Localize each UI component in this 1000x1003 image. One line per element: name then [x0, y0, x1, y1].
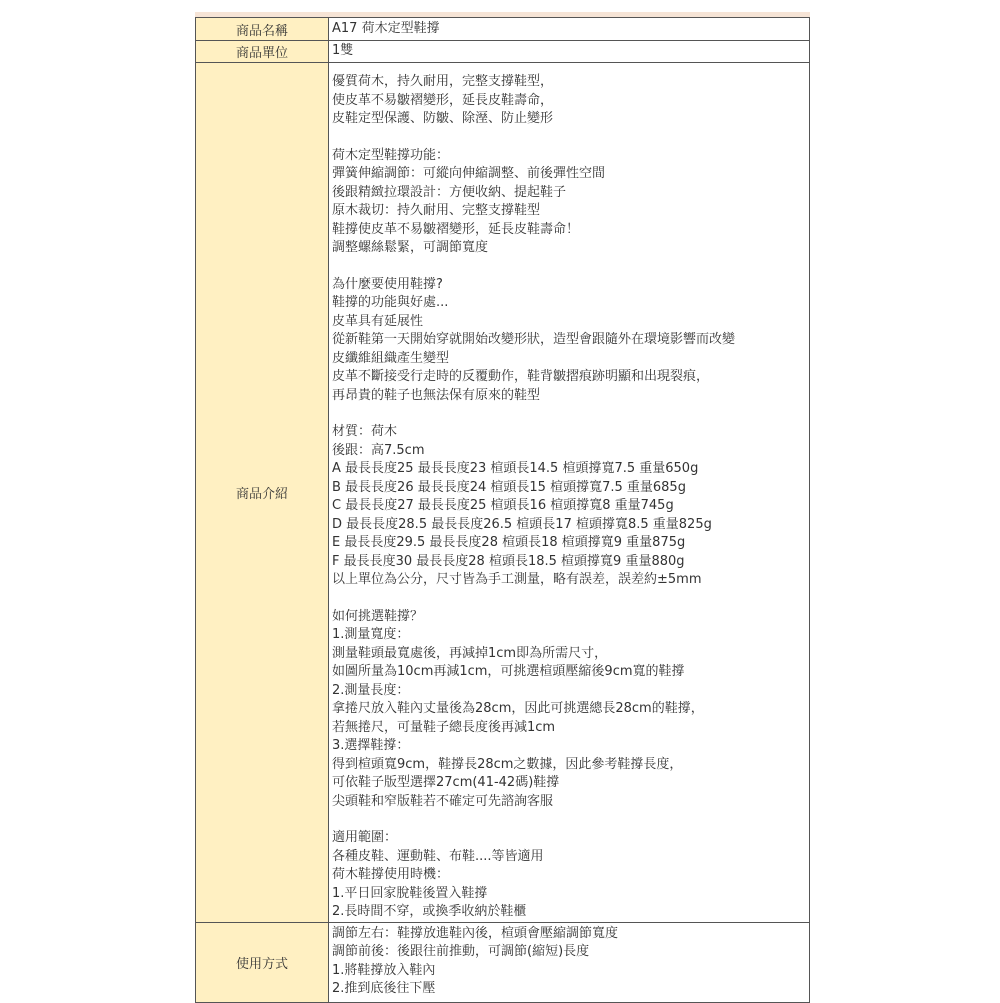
paragraph-gap [332, 811, 809, 829]
intro-line: A 最長長度25 最長長度23 楦頭長14.5 楦頭撐寬7.5 重量650g [332, 461, 699, 476]
usage-line: 2.推到底後往下壓 [332, 981, 436, 996]
intro-line: 若無捲尺，可量鞋子總長度後再減1cm [332, 719, 556, 735]
intro-line: 3.選擇鞋撐： [332, 738, 410, 753]
row-product-intro [196, 63, 810, 923]
intro-line: B 最長長度26 最長長度24 楦頭長15 楦頭撐寬7.5 重量685g [332, 479, 686, 495]
row-usage [196, 922, 810, 1002]
intro-line: 從新鞋第一天開始穿就開始改變形狀，造型會跟隨外在環境影響而改變 [332, 332, 736, 347]
intro-line: 為什麼要使用鞋撐? [332, 276, 443, 292]
value-product-unit: 1雙 [329, 41, 810, 63]
intro-line: 1.測量寬度： [332, 627, 410, 642]
intro-line: 荷木定型鞋撐功能： [332, 147, 450, 163]
intro-paragraph [332, 276, 809, 406]
row-product-unit [196, 41, 810, 63]
product-spec-table [195, 17, 810, 1003]
intro-paragraphs [332, 73, 809, 922]
paragraph-gap [332, 258, 809, 276]
intro-paragraph [332, 73, 809, 129]
intro-line: 彈簧伸縮調節：可縱向伸縮調整、前後彈性空間 [332, 166, 606, 181]
paragraph-gap [332, 590, 809, 608]
label-product-unit: 商品單位 [196, 41, 329, 63]
label-product-name: 商品名稱 [196, 18, 329, 41]
intro-line: 尖頭鞋和窄版鞋若不確定可先諮詢客服 [332, 793, 554, 809]
intro-line: 拿捲尺放入鞋內丈量後為28cm，因此可挑選總長28cm的鞋撐， [332, 701, 704, 716]
intro-line: 2.測量長度： [332, 682, 410, 698]
label-usage: 使用方式 [196, 922, 329, 1002]
intro-line: C 最長長度27 最長長度25 楦頭長16 楦頭撐寬8 重量745g [332, 498, 674, 513]
intro-line: E 最長長度29.5 最長長度28 楦頭長18 楦頭撐寬9 重量875g [332, 535, 686, 550]
intro-paragraph [332, 608, 809, 812]
usage-line: 調節前後：後跟往前推動，可調節(縮短)長度 [332, 944, 590, 959]
intro-line: 再昂貴的鞋子也無法保有原來的鞋型 [332, 387, 541, 403]
intro-line: 後跟精緻拉環設計：方便收納、提起鞋子 [332, 184, 567, 200]
intro-line: 各種皮鞋、運動鞋、布鞋....等皆適用 [332, 848, 544, 864]
intro-line: 1.平日回家脫鞋後置入鞋撐 [332, 885, 488, 901]
usage-line: 1.將鞋撐放入鞋內 [332, 962, 436, 978]
intro-line: 調整螺絲鬆緊，可調節寬度 [332, 240, 489, 255]
intro-line: 使皮革不易皺褶變形，延長皮鞋壽命， [332, 92, 554, 108]
intro-line: 皮鞋定型保護、防皺、除溼、防止變形 [332, 111, 554, 126]
intro-paragraph [332, 829, 809, 922]
intro-line: 如圖所量為10cm再減1cm，可挑選楦頭壓縮後9cm寬的鞋撐 [332, 664, 685, 679]
intro-line: 鞋撐的功能與好處... [332, 295, 449, 310]
value-usage [329, 922, 810, 1002]
paragraph-gap [332, 405, 809, 423]
value-product-intro [329, 63, 810, 923]
intro-line: D 最長長度28.5 最長長度26.5 楦頭長17 楦頭撐寬8.5 重量825g [332, 516, 712, 532]
intro-line: 鞋撐使皮革不易皺褶變形，延長皮鞋壽命！ [332, 221, 580, 237]
row-product-name [196, 18, 810, 41]
intro-line: 皮革不斷接受行走時的反覆動作，鞋背皺摺痕跡明顯和出現裂痕， [332, 369, 710, 384]
intro-line: 原木裁切：持久耐用、完整支撐鞋型 [332, 203, 541, 218]
intro-line: 可依鞋子版型選擇27cm(41-42碼)鞋撐 [332, 775, 560, 790]
intro-line: 以上單位為公分，尺寸皆為手工測量，略有誤差，誤差約±5mm [332, 572, 702, 587]
intro-line: 2.長時間不穿，或換季收納於鞋櫃 [332, 904, 527, 919]
intro-paragraph [332, 423, 809, 590]
intro-line: 皮纖維組織產生變型 [332, 350, 450, 366]
intro-line: 如何挑選鞋撐？ [332, 608, 424, 624]
intro-paragraph [332, 147, 809, 258]
usage-line: 調節左右：鞋撐放進鞋內後，楦頭會壓縮調節寬度 [332, 925, 619, 941]
usage-lines [332, 925, 809, 999]
label-product-intro: 商品介紹 [196, 63, 329, 923]
intro-line: 適用範圍： [332, 830, 398, 845]
intro-line: 荷木鞋撐使用時機： [332, 867, 450, 882]
intro-line: 後跟：高7.5cm [332, 442, 425, 458]
intro-line: 材質：荷木 [332, 424, 398, 439]
intro-line: 優質荷木，持久耐用，完整支撐鞋型， [332, 74, 554, 89]
intro-line: 得到楦頭寬9cm，鞋撐長28cm之數據，因此參考鞋撐長度， [332, 756, 683, 772]
intro-line: F 最長長度30 最長長度28 楦頭長18.5 楦頭撐寬9 重量880g [332, 553, 685, 569]
value-product-name: A17 荷木定型鞋撐 [329, 18, 810, 41]
intro-line: 測量鞋頭最寬處後，再減掉1cm即為所需尺寸， [332, 645, 608, 661]
intro-line: 皮革具有延展性 [332, 313, 424, 329]
paragraph-gap [332, 129, 809, 147]
